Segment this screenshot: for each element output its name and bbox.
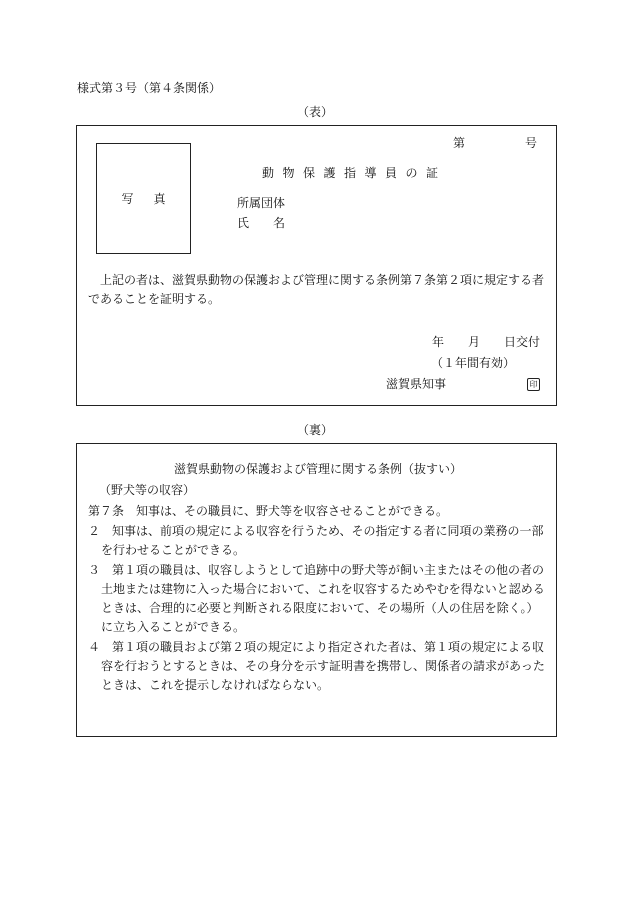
back-card bbox=[76, 443, 557, 737]
article-item: ２ 知事は、前項の規定による収容を行うため、その指定する者に同項の業務の一部を行わせることができる。 bbox=[88, 524, 544, 557]
article-item: 第７条 知事は、その職員に、野犬等を収容させることができる。 bbox=[88, 504, 449, 518]
issue-date: 年 月 日交付 bbox=[432, 335, 541, 349]
card-title: 動物保護指導員の証 bbox=[262, 166, 447, 180]
photo-frame bbox=[96, 143, 191, 254]
article-list bbox=[88, 502, 550, 695]
front-side-label: （表） bbox=[296, 105, 333, 119]
card-number-label: 第 号 bbox=[453, 136, 538, 150]
validity-note: （１年間有効） bbox=[431, 356, 516, 370]
ordinance-title: 滋賀県動物の保護および管理に関する条例（抜すい） bbox=[174, 462, 463, 476]
back-side-label: （裏） bbox=[296, 423, 333, 437]
name-label: 氏 名 bbox=[237, 216, 286, 230]
seal-mark bbox=[527, 376, 540, 392]
form-title: 様式第３号（第４条関係） bbox=[77, 81, 222, 95]
seal-icon: 印 bbox=[527, 378, 540, 391]
article-item: ３ 第１項の職員は、収容しようとして追跡中の野犬等が飼い主またはその他の者の土地または建物に入った場合において、これを収容するためやむを得ないと認めるときは、合理的に必要と判断される限度において、その場所（人の住居を除く。）に立ち入ることができる。 bbox=[88, 563, 545, 634]
photo-label: 写真 bbox=[121, 192, 186, 206]
front-card bbox=[76, 125, 557, 406]
certification-text: 上記の者は、滋賀県動物の保護および管理に関する条例第７条第２項に規定する者であることを証明する。 bbox=[88, 273, 545, 306]
section-heading: （野犬等の収容） bbox=[99, 483, 196, 497]
issuer: 滋賀県知事 bbox=[386, 377, 447, 391]
affiliation-label: 所属団体 bbox=[237, 196, 286, 210]
article-item: ４ 第１項の職員および第２項の規定により指定された者は、第１項の規定による収容を行おうとするときは、その身分を示す証明書を携帯し、関係者の請求があったときは、これを提示しなければならない。 bbox=[88, 640, 545, 692]
